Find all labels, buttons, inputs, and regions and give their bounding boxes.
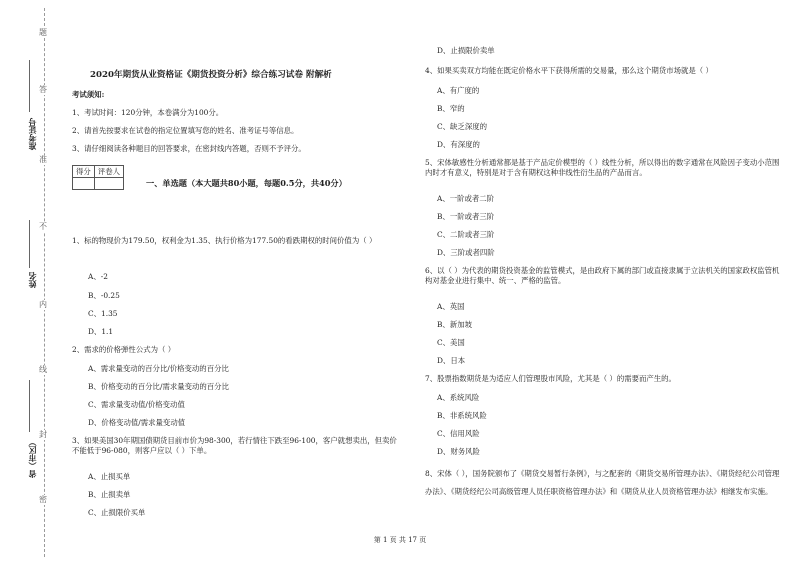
option: C、止损限价买单 (88, 508, 146, 517)
score-cell-label: 得分 (73, 166, 95, 178)
option: B、一阶或者三阶 (437, 212, 495, 221)
notice-item: 2、请首先按要求在试卷的指定位置填写您的姓名、准考证号等信息。 (72, 126, 299, 135)
question-stem: 2、需求的价格弹性公式为（ ） (72, 345, 176, 354)
seal-char: 封 (39, 430, 47, 439)
question-stem: 6、以（ ）为代表的期货投资基金的监管模式，是由政府下属的部门或直接隶属于立法机关的国家政权监管机构对基金业进行集中、统一、严格的监管。 (425, 266, 780, 285)
option: C、二阶或者三阶 (437, 230, 495, 239)
option: D、三阶或者四阶 (437, 248, 495, 257)
option: D、财务风险 (437, 447, 480, 456)
province-label: 省（市区） (27, 438, 37, 478)
notice-heading: 考试须知: (72, 90, 105, 99)
name-blank (29, 220, 30, 268)
option: B、非系统风险 (437, 411, 487, 420)
grader-cell (94, 178, 123, 190)
question-stem: 4、如果买卖双方均能在既定价格水平下获得所需的交易量，那么这个期货市场就是（ ） (425, 66, 713, 75)
page-footer: 第 1 页 共 17 页 (373, 536, 427, 544)
question-stem: 7、股票指数期货是为适应人们管理股市风险，尤其是（ ）的需要而产生的。 (425, 374, 676, 383)
seal-char: 不 (39, 222, 47, 231)
grader-cell-label: 评卷人 (94, 166, 123, 178)
seal-char: 线 (39, 365, 47, 374)
seal-char: 密 (39, 495, 47, 504)
notice-item: 1、考试时间：120分钟，本卷满分为100分。 (72, 108, 224, 117)
name-label: 姓名 (27, 272, 37, 288)
option: A、系统风险 (437, 393, 480, 402)
option: A、止损买单 (88, 472, 131, 481)
option: A、英国 (437, 302, 465, 311)
option: C、美国 (437, 338, 465, 347)
exam-title: 2020年期货从业资格证《期货投资分析》综合练习试卷 附解析 (90, 70, 332, 80)
option: A、-2 (88, 272, 108, 281)
exam-id-blank (29, 60, 30, 112)
option: B、-0.25 (88, 291, 120, 300)
option: C、缺乏深度的 (437, 122, 487, 131)
option: D、日本 (437, 356, 466, 365)
option: B、价格变动的百分比/需求量变动的百分比 (88, 382, 229, 391)
option: B、新加坡 (437, 320, 472, 329)
option: A、需求量变动的百分比/价格变动的百分比 (88, 364, 229, 373)
option: C、需求量变动值/价格变动值 (88, 400, 185, 409)
question-stem: 8、宋体（ ），国务院颁布了《期货交易暂行条例》，与之配套的《期货交易所管理办法》、《期货经纪公司管理办法》、《期货经纪公司高级管理人员任职资格管理办法》和《期货从业人员资格管理办法》相继发布实施。 (425, 469, 780, 496)
exam-id-label: 准考证号 (27, 118, 37, 150)
question-stem: 3、如果美国30年期国债期货目前市价为98-300，若行情往下跌至96-100，客户就想卖出，但卖价不能低于96-080，则客户应以（ ）下单。 (72, 436, 397, 455)
question-stem: 1、标的物现价为179.50，权利金为1.35、执行价格为177.50的看跌期权的时间价值为（ ） (72, 236, 377, 245)
binding-margin (0, 0, 58, 565)
seal-char: 内 (39, 300, 47, 309)
score-cell (73, 178, 95, 190)
score-table (72, 165, 124, 190)
question-stem: 5、宋体敏感性分析通常都是基于产品定价模型的（ ）线性分析，所以得出的数字通常在风险因子变动小范围内时才有意义，特别是对于含有期权这种非线性衍生品的产品而言。 (425, 158, 780, 177)
option: D、有深度的 (437, 140, 480, 149)
option: A、一阶或者二阶 (437, 194, 495, 203)
section-title: 一、单选题（本大题共80小题，每题0.5分，共40分） (146, 178, 347, 188)
seal-char: 题 (39, 28, 47, 37)
option: D、1.1 (88, 327, 114, 336)
option: D、价格变动值/需求量变动值 (88, 418, 186, 427)
province-blank (29, 380, 30, 432)
option: A、有广度的 (437, 86, 480, 95)
option: C、信用风险 (437, 429, 480, 438)
option: C、1.35 (88, 309, 118, 318)
seal-char: 答 (39, 85, 47, 94)
seal-char: 准 (39, 155, 47, 164)
option: B、止损卖单 (88, 490, 131, 499)
notice-item: 3、请仔细阅读各种题目的回答要求，在密封线内答题，否则不予评分。 (72, 144, 306, 153)
option: D、止损限价卖单 (437, 46, 495, 55)
option: B、窄的 (437, 104, 465, 113)
